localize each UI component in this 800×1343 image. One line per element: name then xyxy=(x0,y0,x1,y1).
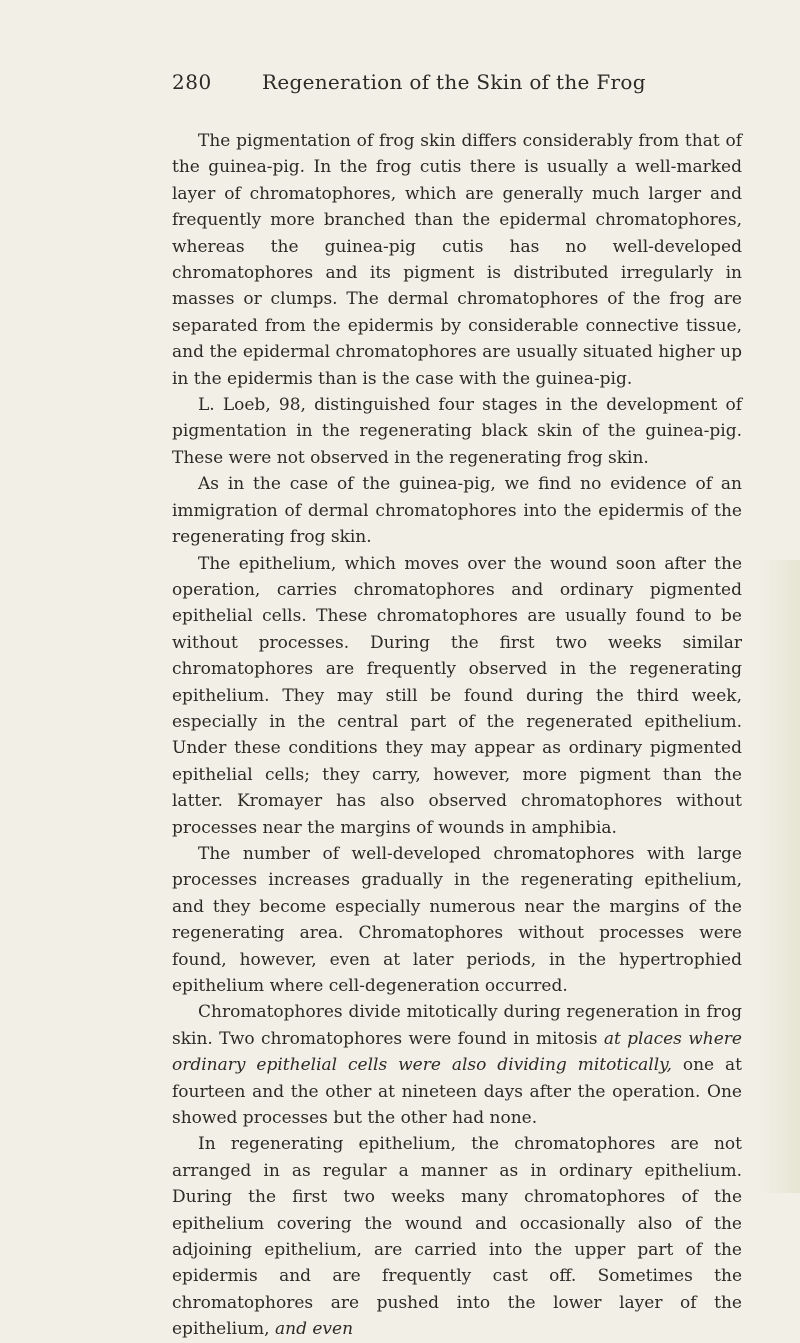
paragraph-text: In regenerating epithelium, the chromatophores are not arranged in as regular a manner as in ordinary epithelium. During the first two weeks many chromatophores of the epithelium covering the wound and occasionally also of the adjoining epithelium, are carried into the upper part of the epidermis and are frequently cast off. Sometimes the chromatophores are pushed into the lower layer of the epithelium, xyxy=(172,1134,742,1340)
paragraph-pigmentation: The pigmentation of frog skin differs considerably from that of the guinea-pig. In the frog cutis there is usually a well-marked layer of chromatophores, which are generally much larger and frequently more branched than the epidermal chromatophores, whereas the guinea-pig cutis has no well-developed chromatophores and its pigment is distributed irregularly in masses or clumps. The dermal chromatophores of the frog are separated from the epidermis by considerable connective tissue, and the epidermal chromatophores are usually situated higher up in the epidermis than is the case with the guinea-pig. xyxy=(172,131,742,389)
italic-text: and even xyxy=(274,1319,354,1340)
paragraph-arrangement xyxy=(172,1131,742,1342)
italic-text: at places where ordinary epithelial cells were also dividing mitotically, xyxy=(172,1028,742,1076)
paragraph-text: one at fourteen and the other at nineteen days after the operation. One showed processes but the other had none. xyxy=(172,1055,742,1129)
paragraph-text: Chromatophores divide mitotically during regeneration in frog skin. Two chromatophores were found in mitosis xyxy=(172,1002,742,1049)
page-number: 280 xyxy=(172,70,212,94)
running-title: Regeneration of the Skin of the Frog xyxy=(262,70,646,94)
paragraph-number-increases: The number of well-developed chromatophores with large processes increases gradually in the regenerating epithelium, and they become especially numerous near the margins of the regenerating area. Chromatophores without processes were found, however, even at later periods, in the hypertrophied epithelium where cell-degeneration occurred. xyxy=(172,843,742,996)
page-edge-shadow xyxy=(760,560,800,1193)
body-text xyxy=(172,128,742,1343)
paragraph-mitosis xyxy=(172,999,742,1131)
page-header xyxy=(172,70,712,96)
paragraph-epithelium-carries: The epithelium, which moves over the wound soon after the operation, carries chromatophores and ordinary pigmented epithelial cells. These chromatophores are usually found to be without processes. During the first two weeks similar chromatophores are frequently observed in the regenerating epithelium. They may still be found during the third week, especially in the central part of the regenerated epithelium. Under these conditions they may appear as ordinary pigmented epithelial cells; they carry, however, more pigment than the latter. Kromayer has also observed chromatophores without processes near the margins of wounds in amphibia. xyxy=(172,553,742,838)
paragraph-loeb-stages: L. Loeb, 98, distinguished four stages in the development of pigmentation in the regenerating black skin of the guinea-pig. These were not observed in the regenerating frog skin. xyxy=(172,395,742,468)
paragraph-no-immigration: As in the case of the guinea-pig, we find no evidence of an immigration of dermal chromatophores into the epidermis of the regenerating frog skin. xyxy=(172,474,742,548)
